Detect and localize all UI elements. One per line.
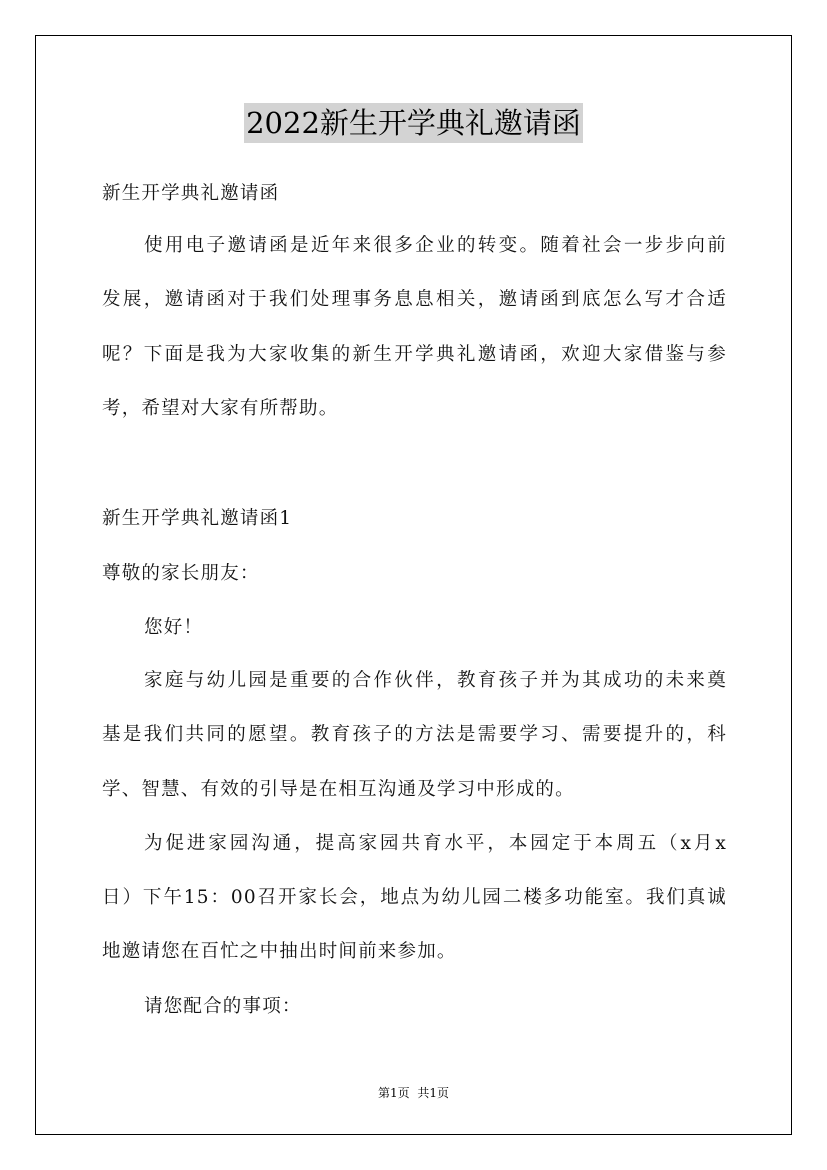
- intro-line-1: 使用电子邀请函是近年来很多企业的转变。随着社会一步步向前: [144, 235, 727, 256]
- para2-line-2: 日）下午15：00召开家长会，地点为幼儿园二楼多功能室。我们真诚: [102, 887, 727, 908]
- notice-heading: 请您配合的事项：: [144, 996, 302, 1017]
- para2-line-3: 地邀请您在百忙之中抽出时间前来参加。: [102, 941, 457, 962]
- section-heading: 新生开学典礼邀请函1: [102, 508, 293, 529]
- para2-line-1: 为促进家园沟通，提高家园共育水平，本园定于本周五（x月x: [144, 833, 727, 854]
- document-title: 2022新生开学典礼邀请函: [244, 103, 583, 143]
- subtitle: 新生开学典礼邀请函: [102, 183, 280, 204]
- para1-line-2: 基是我们共同的愿望。教育孩子的方法是需要学习、需要提升的，科: [102, 724, 727, 745]
- page-footer: [0, 1084, 827, 1101]
- page-number: 第1页: [378, 1086, 410, 1100]
- para1-line-3: 学、智慧、有效的引导是在相互沟通及学习中形成的。: [102, 779, 575, 800]
- salutation: 尊敬的家长朋友：: [102, 563, 260, 584]
- intro-line-3: 呢？下面是我为大家收集的新生开学典礼邀请函，欢迎大家借鉴与参: [102, 344, 727, 365]
- intro-line-4: 考，希望对大家有所帮助。: [102, 398, 339, 419]
- title-wrap: [0, 103, 827, 143]
- page-total: 共1页: [417, 1086, 449, 1100]
- greeting: 您好！: [144, 617, 204, 638]
- para1-line-1: 家庭与幼儿园是重要的合作伙伴，教育孩子并为其成功的未来奠: [144, 670, 727, 691]
- intro-line-2: 发展，邀请函对于我们处理事务息息相关，邀请函到底怎么写才合适: [102, 289, 727, 310]
